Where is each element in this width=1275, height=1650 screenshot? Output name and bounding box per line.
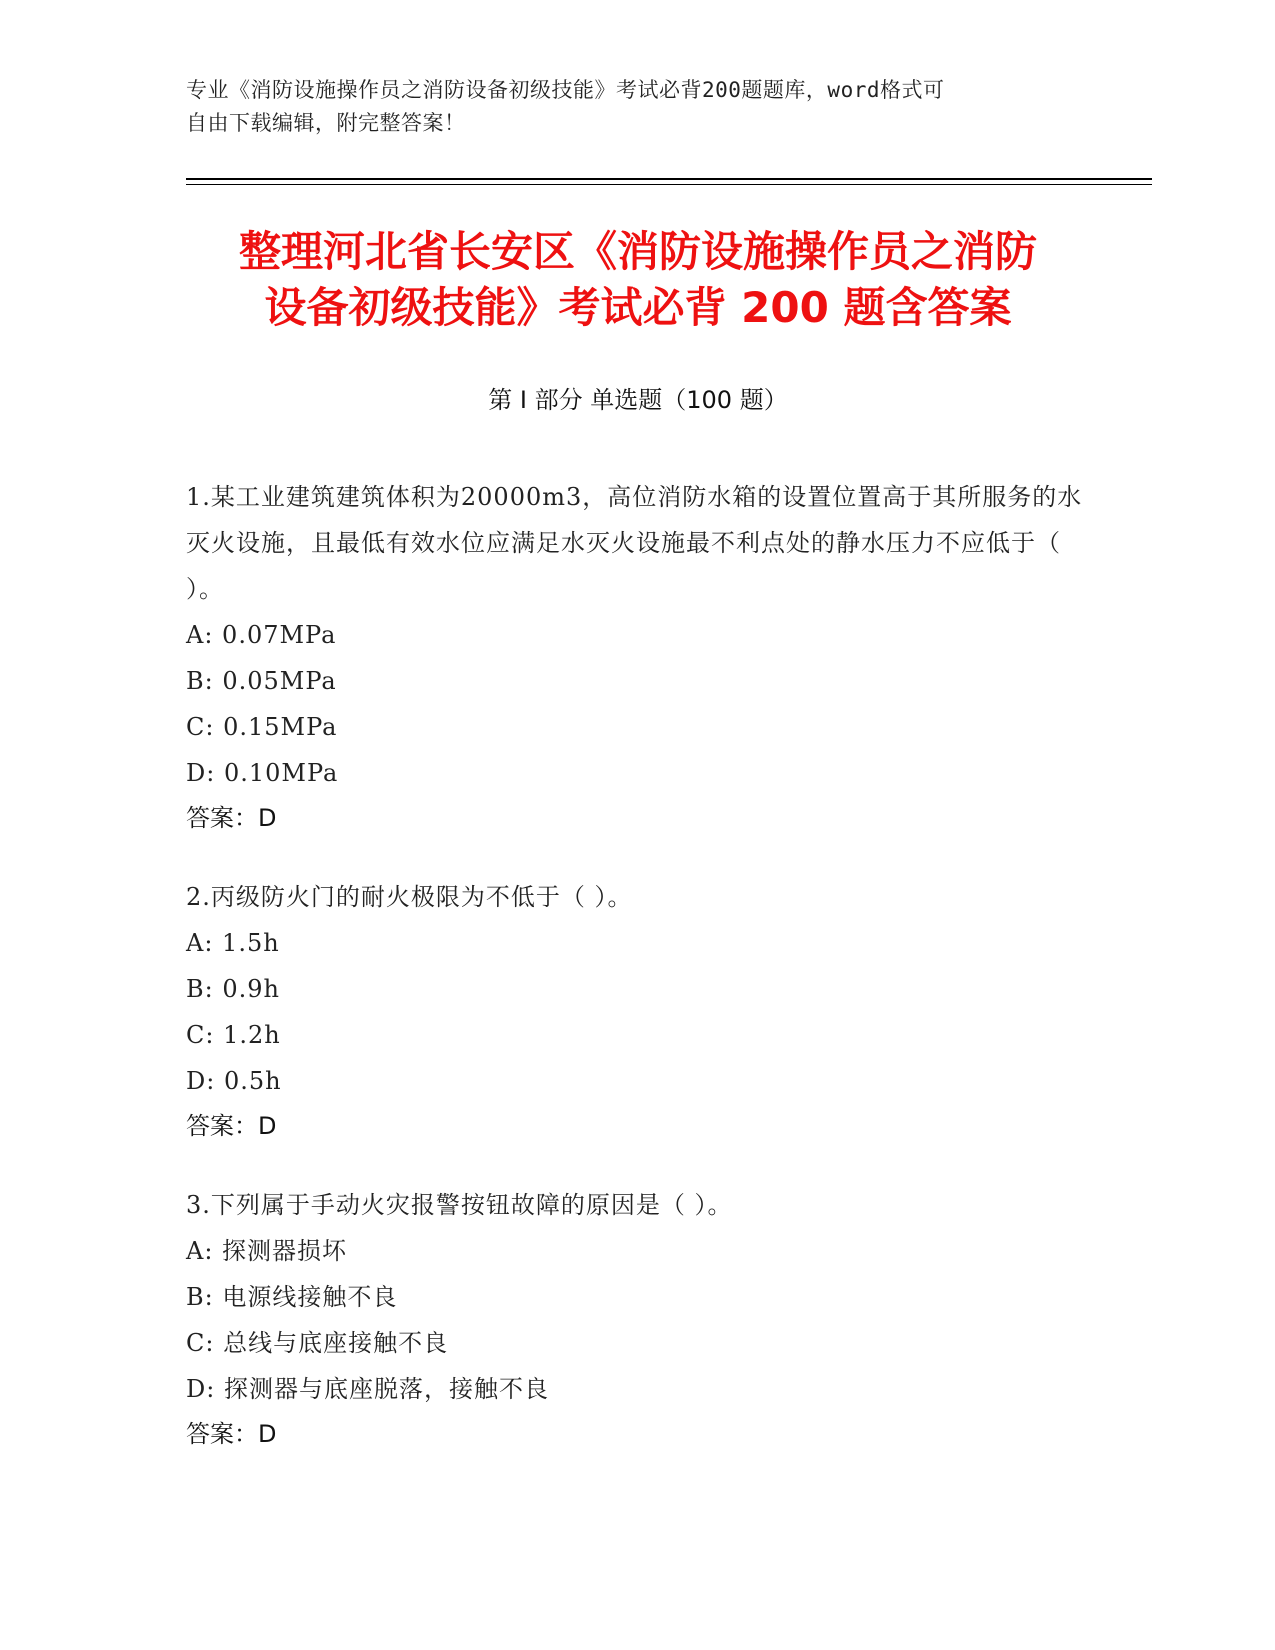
- question-item: [186, 474, 1086, 840]
- answer-line: 答案：D: [186, 804, 277, 832]
- option-a: A: 探测器损坏: [186, 1237, 348, 1265]
- document-title-line-2: 设备初级技能》考试必背 200 题含答案: [264, 283, 1012, 332]
- option-a: A: 1.5h: [186, 929, 280, 957]
- header-note-line-2: 自由下载编辑，附完整答案！: [186, 111, 466, 135]
- option-d: D: 探测器与底座脱落，接触不良: [186, 1375, 549, 1403]
- question-stem: 3.下列属于手动火灾报警按钮故障的原因是（ ）。: [186, 1191, 733, 1219]
- answer-line: 答案：D: [186, 1420, 277, 1448]
- header-note-line-1: 专业《消防设施操作员之消防设备初级技能》考试必背200题题库，word格式可: [186, 78, 945, 102]
- option-b: B: 0.05MPa: [186, 667, 337, 695]
- question-stem: 1.某工业建筑建筑体积为20000m3，高位消防水箱的设置位置高于其所服务的水灭火设施，且最低有效水位应满足水灭火设施最不利点处的静水压力不应低于（ ）。: [186, 483, 1083, 603]
- option-c: C: 总线与底座接触不良: [186, 1329, 449, 1357]
- question-item: [186, 1182, 1086, 1456]
- option-d: D: 0.10MPa: [186, 759, 339, 787]
- document-title-line-1: 整理河北省长安区《消防设施操作员之消防: [238, 227, 1037, 276]
- answer-line: 答案：D: [186, 1112, 277, 1140]
- document-title: [186, 224, 1090, 336]
- section-heading: 第 I 部分 单选题（100 题）: [488, 386, 788, 414]
- option-c: C: 1.2h: [186, 1021, 281, 1049]
- header-note: [186, 74, 1076, 140]
- question-stem: 2.丙级防火门的耐火极限为不低于（ ）。: [186, 883, 633, 911]
- question-list: [186, 474, 1086, 1490]
- header-divider-thin: [186, 184, 1152, 185]
- option-d: D: 0.5h: [186, 1067, 282, 1095]
- option-b: B: 电源线接触不良: [186, 1283, 398, 1311]
- header-divider-thick: [186, 178, 1152, 180]
- option-c: C: 0.15MPa: [186, 713, 338, 741]
- option-b: B: 0.9h: [186, 975, 280, 1003]
- option-a: A: 0.07MPa: [186, 621, 337, 649]
- question-item: [186, 874, 1086, 1148]
